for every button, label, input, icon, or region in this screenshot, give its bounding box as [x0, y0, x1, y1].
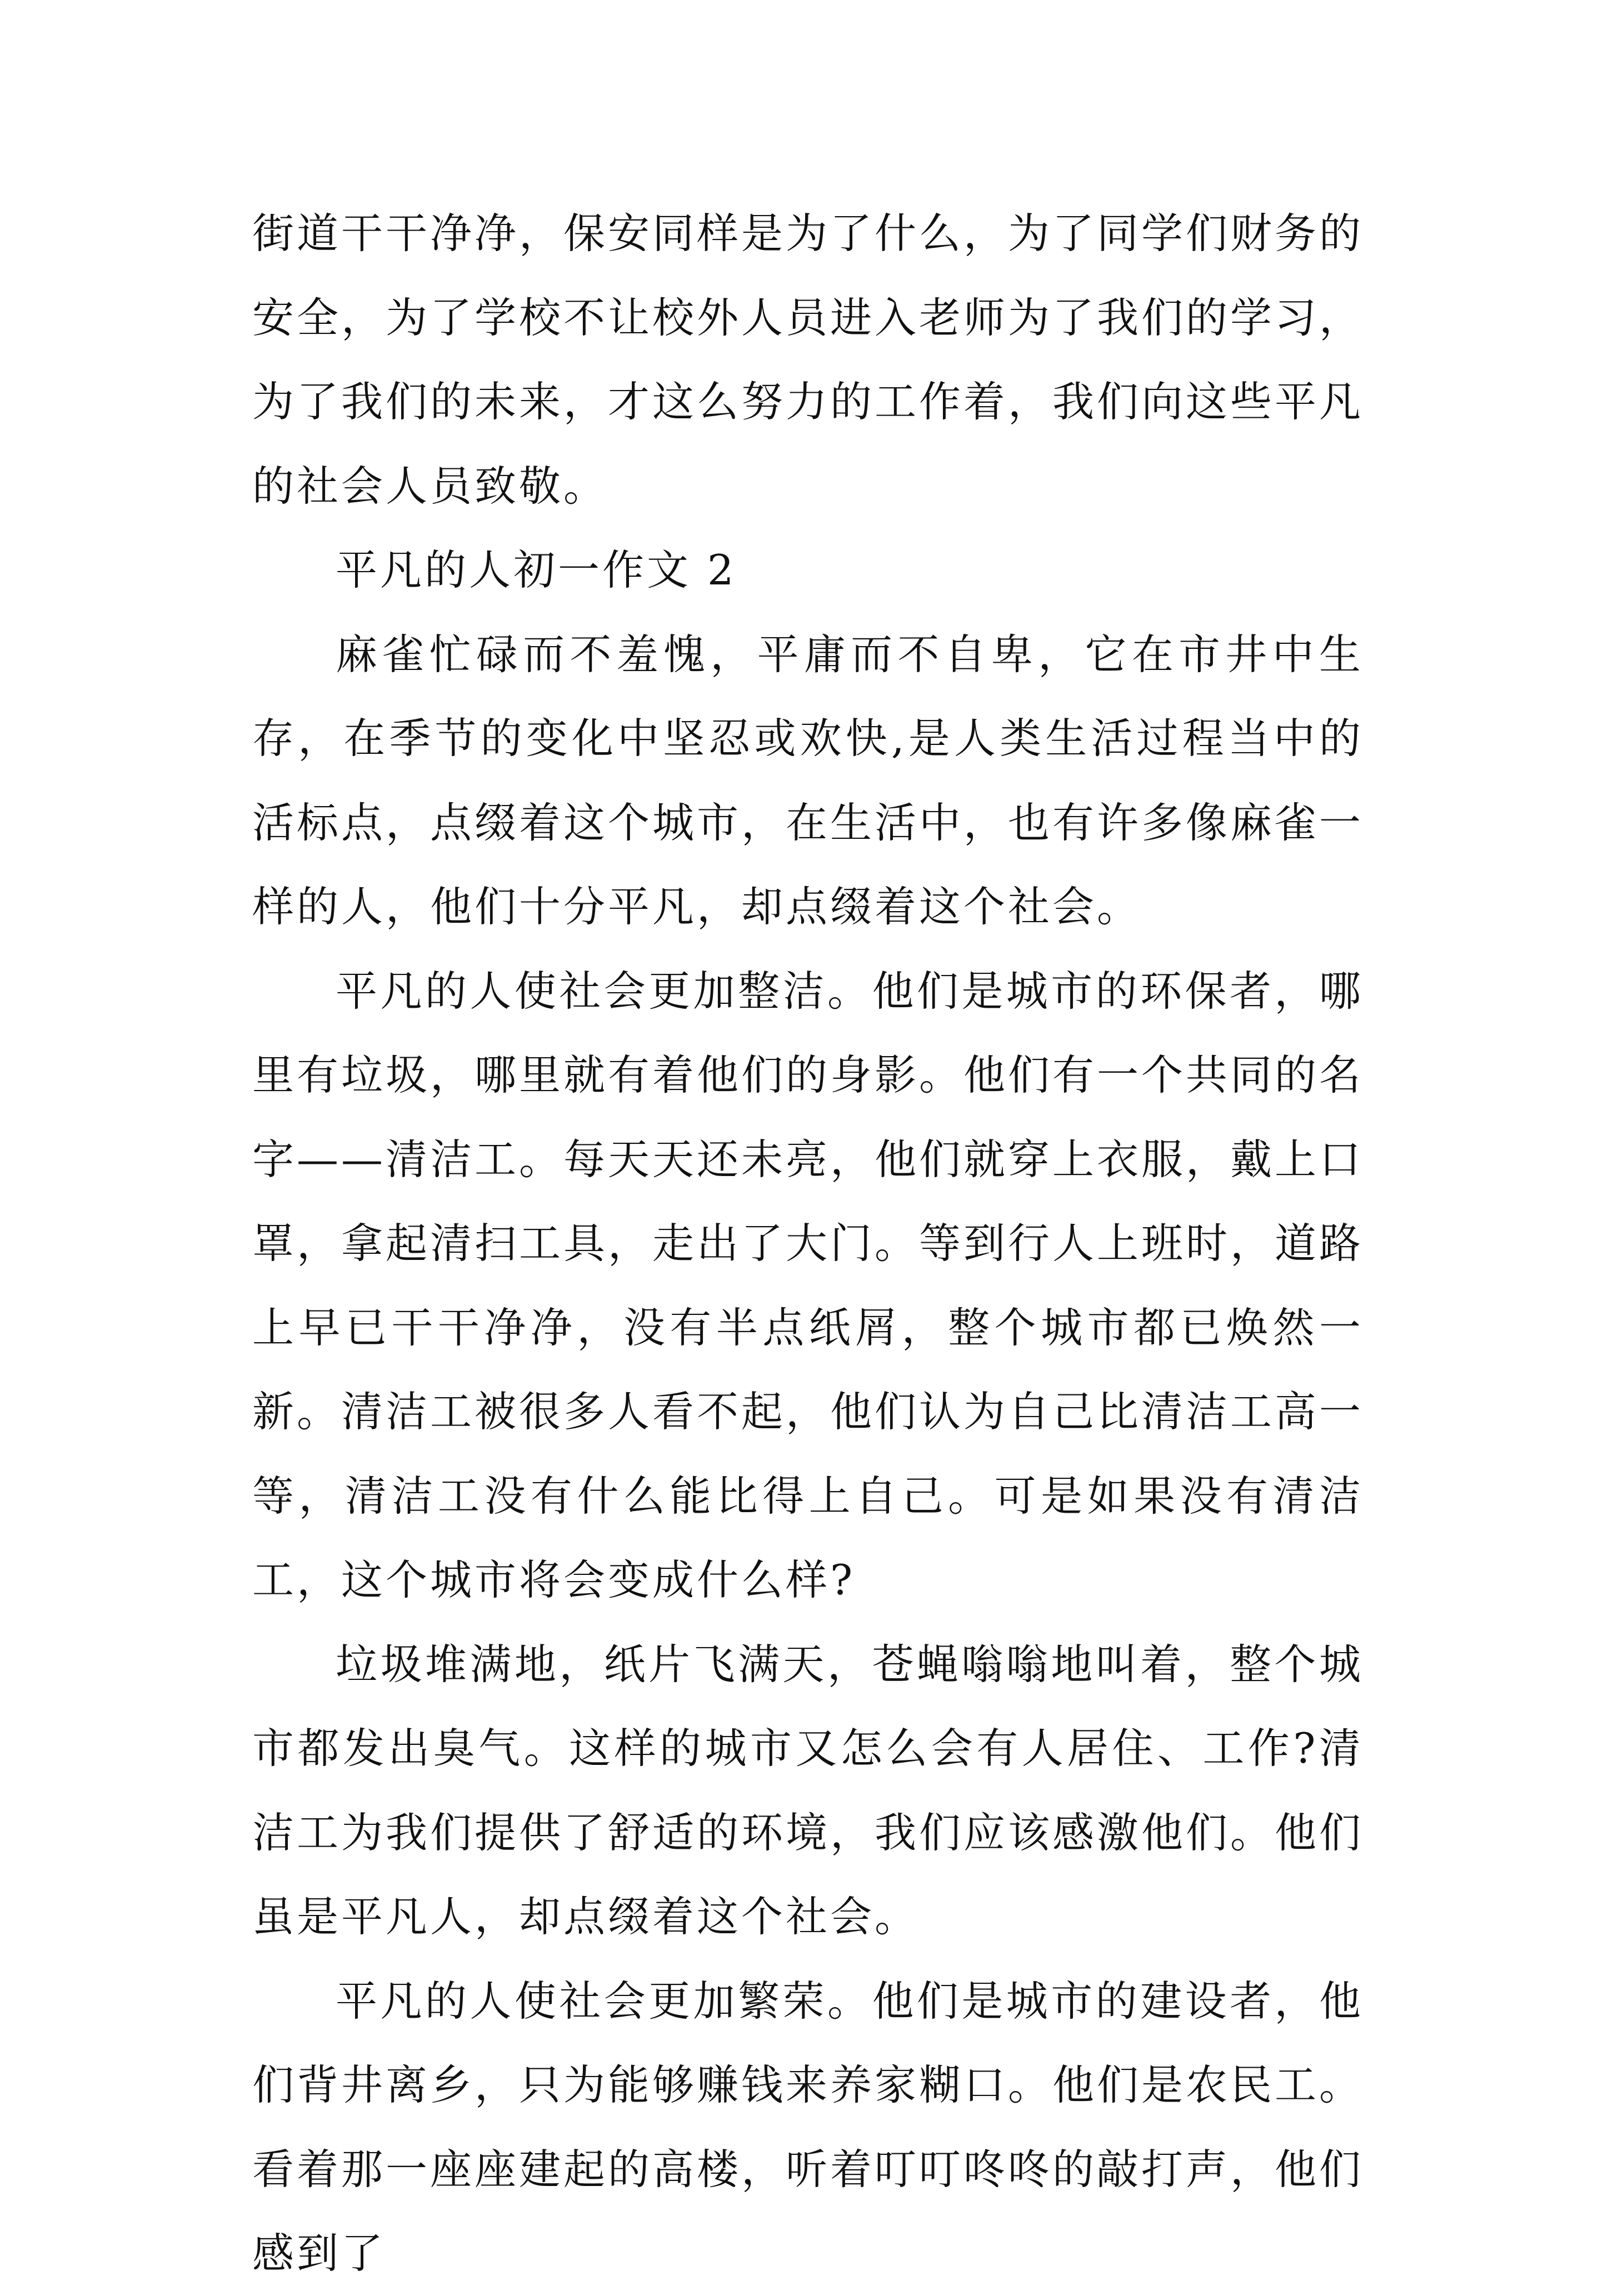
section-heading: 平凡的人初一作文 2: [336, 546, 737, 594]
paragraph: 平凡的人使社会更加整洁。他们是城市的环保者，哪里有垃圾，哪里就有着他们的身影。他们有一个共同的名字——清洁工。每天天还未亮，他们就穿上衣服，戴上口罩，拿起清扫工具，走出了大门。等到行人上班时，道路上早已干干净净，没有半点纸屑，整个城市都已焕然一新。清洁工被很多人看不起，他们认为自己比清洁工高一等，清洁工没有什么能比得上自己。可是如果没有清洁工，这个城市将会变成什么样?: [252, 966, 1364, 1604]
document-body: [252, 192, 1364, 2296]
paragraph: 垃圾堆满地，纸片飞满天，苍蝇嗡嗡地叫着，整个城市都发出臭气。这样的城市又怎么会有人居住、工作?清洁工为我们提供了舒适的环境，我们应该感激他们。他们虽是平凡人，却点缀着这个社会。: [252, 1639, 1364, 1941]
paragraph: 麻雀忙碌而不羞愧，平庸而不自卑，它在市井中生存，在季节的变化中坚忍或欢快,是人类生活过程当中的活标点，点缀着这个城市，在生活中，也有许多像麻雀一样的人，他们十分平凡，却点缀着这个社会。: [252, 629, 1364, 931]
paragraph-continuation: 街道干干净净，保安同样是为了什么，为了同学们财务的安全，为了学校不让校外人员进入老师为了我们的学习，为了我们的未来，才这么努力的工作着，我们向这些平凡的社会人员致敬。: [252, 209, 1364, 511]
paragraph: 平凡的人使社会更加繁荣。他们是城市的建设者，他们背井离乡，只为能够赚钱来养家糊口。他们是农民工。看着那一座座建起的高楼，听着叮叮咚咚的敲打声，他们感到了: [252, 1976, 1364, 2278]
